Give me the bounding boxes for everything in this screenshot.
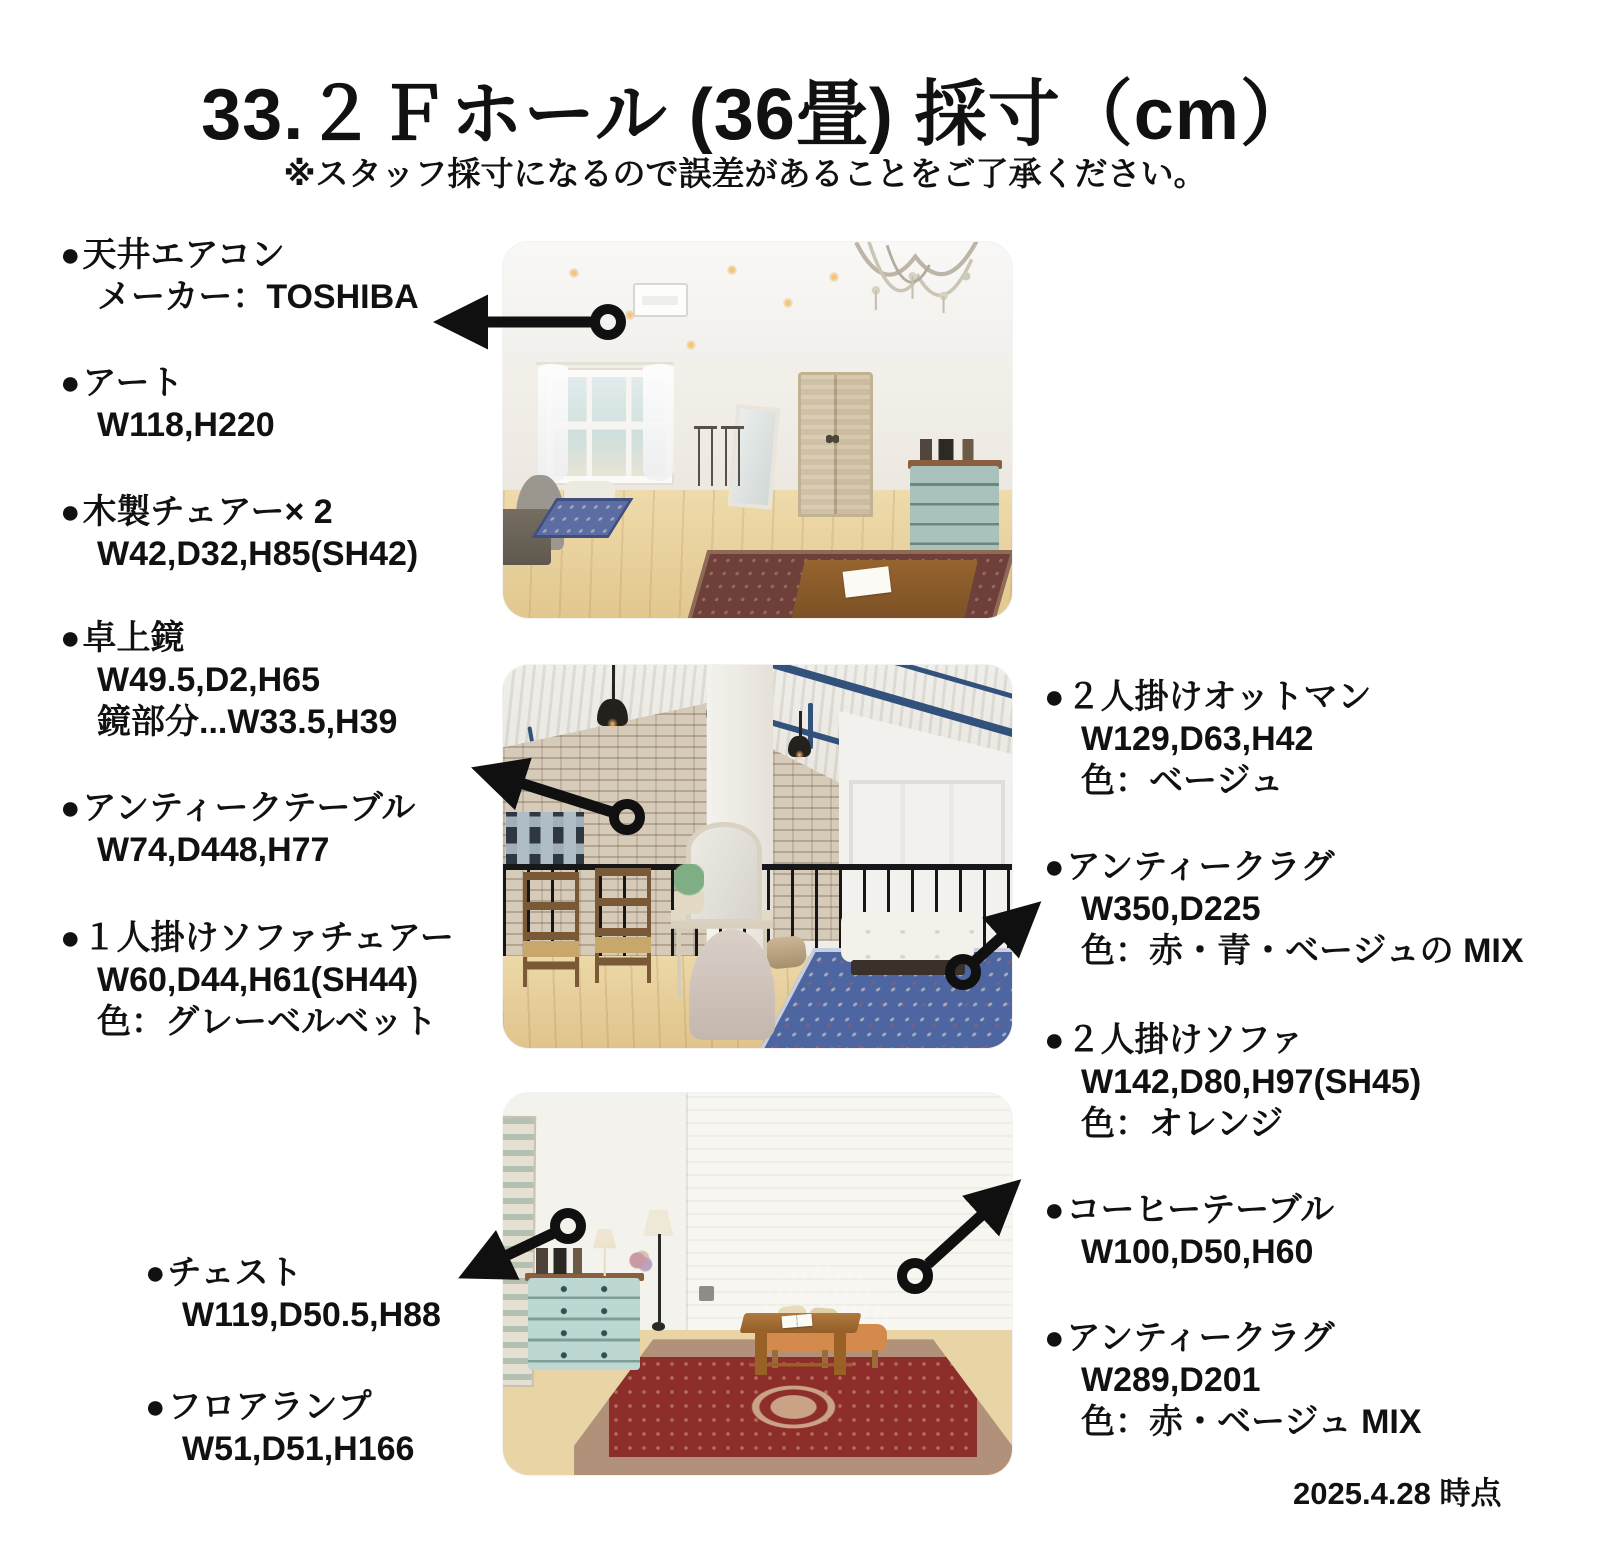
ottoman-base xyxy=(851,960,965,975)
item-wood-chairs xyxy=(60,491,418,575)
item-chest xyxy=(145,1252,441,1336)
wooden-chair xyxy=(595,868,651,983)
lamp-glow xyxy=(795,750,803,759)
item-dims: 色：赤・ベージュ MIX xyxy=(1081,1403,1422,1441)
item-name: コーヒーテーブル xyxy=(1066,1191,1335,1229)
wall-corner xyxy=(686,1093,688,1330)
bullet-icon: ● xyxy=(145,1254,166,1292)
bullet-icon: ● xyxy=(60,236,81,274)
item-dims: 色：赤・青・ベージュの MIX xyxy=(1081,932,1524,970)
picture-frames xyxy=(920,439,981,460)
item-label xyxy=(1044,1019,1421,1061)
bullet-icon: ● xyxy=(60,364,81,402)
downlight-icon xyxy=(686,340,696,350)
ceiling-ac-unit xyxy=(633,283,688,317)
item-dims: 色：ベージュ xyxy=(1081,762,1284,800)
coffee-table xyxy=(742,1313,859,1380)
item-ceiling-ac xyxy=(60,234,419,318)
item-name: アンティークテーブル xyxy=(82,789,416,827)
item-ottoman xyxy=(1044,676,1372,802)
item-art xyxy=(60,362,275,446)
date-note: 2025.4.28 時点 xyxy=(1293,1476,1502,1511)
bullet-icon: ● xyxy=(1044,678,1065,716)
item-dims: W350,D225 xyxy=(1081,890,1261,928)
bullet-icon: ● xyxy=(60,789,81,827)
item-name: アート xyxy=(82,364,184,402)
item-table-mirror xyxy=(60,617,397,743)
bullet-icon: ● xyxy=(60,619,81,657)
photo-hall-overview xyxy=(503,242,1012,618)
item-label xyxy=(1044,846,1524,888)
item-name: 天井エアコン xyxy=(82,236,285,274)
item-label xyxy=(60,617,397,659)
bullet-icon: ● xyxy=(1044,1319,1065,1357)
photo-loft-mezzanine xyxy=(503,665,1012,1048)
lamp-base xyxy=(652,1322,665,1331)
chair-seat xyxy=(523,941,579,957)
wall-vent xyxy=(699,1286,714,1301)
item-label xyxy=(60,491,418,533)
lamp-stem xyxy=(799,711,802,738)
pendant-lamp-icon xyxy=(788,711,811,757)
downlight-icon xyxy=(727,265,737,275)
item-label xyxy=(1044,1317,1422,1359)
item-dims: メーカー：TOSHIBA xyxy=(97,278,419,316)
item-dims: W60,D44,H61(SH44) xyxy=(97,961,419,999)
bullet-icon: ● xyxy=(145,1388,166,1426)
item-dims: W129,D63,H42 xyxy=(1081,720,1314,758)
item-dims: 鏡部分...W33.5,H39 xyxy=(97,703,398,741)
item-antique-rug-2f xyxy=(1044,846,1524,972)
item-label xyxy=(60,787,415,829)
item-dims: W42,D32,H85(SH42) xyxy=(97,535,419,573)
bullet-icon: ● xyxy=(60,493,81,531)
page-subtitle: ※スタッフ採寸になるので誤差があることをご了承ください。 xyxy=(283,155,1207,192)
lamp-stem xyxy=(612,665,615,701)
item-label xyxy=(60,234,419,276)
curtain-right xyxy=(643,364,674,481)
item-name: チェスト xyxy=(167,1254,303,1292)
item-label xyxy=(145,1252,441,1294)
item-name: フロアランプ xyxy=(167,1388,372,1426)
downlight-icon xyxy=(829,272,839,282)
item-label xyxy=(1044,1189,1334,1231)
industrial-window-left xyxy=(506,812,585,869)
item-two-seater-sofa xyxy=(1044,1019,1421,1145)
item-antique-rug-red xyxy=(1044,1317,1422,1443)
photo-sofa-corner xyxy=(503,1093,1012,1475)
bullet-icon: ● xyxy=(1044,1021,1065,1059)
lamp-glow xyxy=(607,718,618,730)
garment-rack xyxy=(694,426,717,485)
curtain-left xyxy=(538,364,569,481)
plant-vase xyxy=(674,864,705,914)
table-legs xyxy=(749,1331,852,1375)
item-coffee-table xyxy=(1044,1189,1334,1273)
item-label xyxy=(145,1386,414,1428)
item-name: アンティークラグ xyxy=(1066,848,1335,886)
item-antique-table xyxy=(60,787,415,871)
floor-lamp-icon xyxy=(643,1210,674,1332)
item-dims: W74,D448,H77 xyxy=(97,831,330,869)
lamp-shade xyxy=(643,1210,674,1237)
chair-seat xyxy=(595,937,651,953)
bullet-icon: ● xyxy=(60,919,81,957)
item-dims: 色：グレーベルベット xyxy=(97,1003,437,1041)
bullet-icon: ● xyxy=(1044,848,1065,886)
door-handles xyxy=(826,434,839,444)
item-name: アンティークラグ xyxy=(1066,1319,1335,1357)
item-dims: W289,D201 xyxy=(1081,1361,1261,1399)
item-name: 卓上鏡 xyxy=(82,619,185,657)
page-title: 33.２Ｆホール (36畳) 採寸（cm） xyxy=(201,75,1313,155)
rug-medallion xyxy=(741,1380,846,1434)
lamp-stem xyxy=(658,1234,661,1322)
antique-double-door xyxy=(798,372,873,517)
item-dims: W142,D80,H97(SH45) xyxy=(1081,1063,1422,1101)
item-dims: W51,D51,H166 xyxy=(182,1430,415,1468)
item-name: ２人掛けオットマン xyxy=(1066,678,1372,716)
ottoman-cushion xyxy=(841,912,973,961)
bullet-icon: ● xyxy=(1044,1191,1065,1229)
item-name: １人掛けソファチェアー xyxy=(82,919,454,957)
item-single-sofa-chair xyxy=(60,917,454,1043)
window-right xyxy=(849,780,1005,868)
picture-frames xyxy=(536,1248,582,1275)
item-dims: W100,D50,H60 xyxy=(1081,1233,1314,1271)
item-name: ２人掛けソファ xyxy=(1066,1021,1304,1059)
item-label xyxy=(1044,676,1372,718)
item-dims: W118,H220 xyxy=(97,406,275,444)
item-label xyxy=(60,917,454,959)
item-name: 木製チェアー× 2 xyxy=(82,493,333,531)
chandelier-icon xyxy=(839,242,992,347)
pendant-lamp-icon xyxy=(597,665,628,726)
item-floor-lamp xyxy=(145,1386,414,1470)
garment-rack xyxy=(721,426,744,485)
item-dims: W49.5,D2,H65 xyxy=(97,661,320,699)
white-ottoman xyxy=(841,912,973,985)
item-label xyxy=(60,362,275,404)
mint-chest xyxy=(528,1278,640,1370)
wooden-chair xyxy=(523,872,579,987)
item-dims: 色：オレンジ xyxy=(1081,1105,1284,1143)
item-dims: W119,D50.5,H88 xyxy=(182,1296,441,1334)
mint-dresser xyxy=(910,466,999,552)
